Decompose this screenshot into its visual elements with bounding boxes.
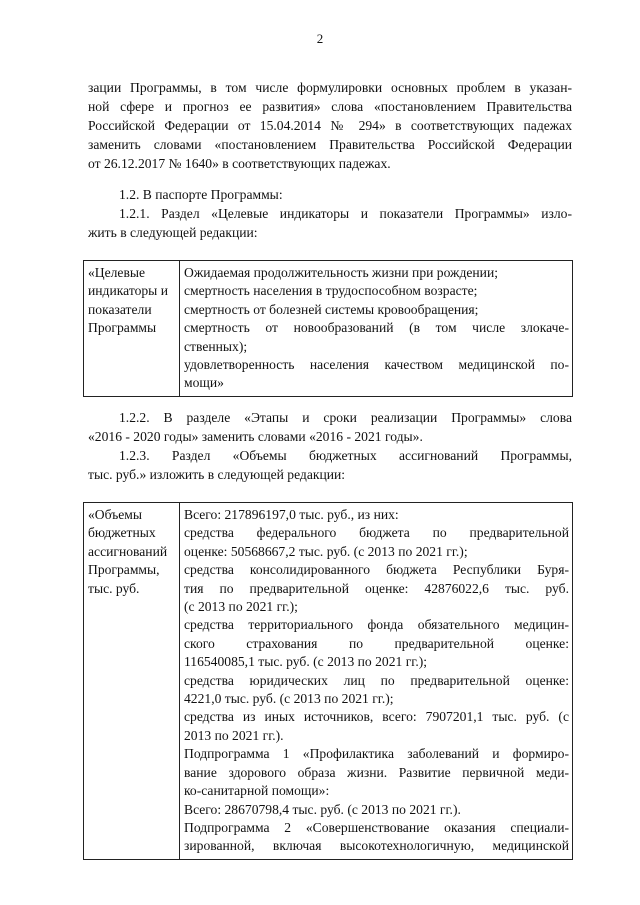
cell-text-line: Подпрограмма 1 «Профилактика заболеваний и формиро- — [184, 746, 569, 762]
table-label-cell — [84, 503, 180, 860]
cell-text-line: ского страхования по предварительной оценке: — [184, 635, 569, 651]
section-1-2-3-paragraph — [88, 446, 572, 484]
text-line: тыс. руб.» изложить в следующей редакции: — [88, 467, 346, 482]
cell-text-line: (с 2013 по 2021 гг.); — [184, 599, 298, 615]
cell-text-line: показатели — [88, 301, 152, 317]
table-content-cell — [180, 261, 573, 397]
section-1-2-2-paragraph — [88, 408, 572, 446]
cell-text-line: тия по предварительной оценке: 42876022,6 тыс. руб. — [184, 580, 569, 596]
page-number: 2 — [316, 31, 324, 46]
table-row — [84, 261, 573, 397]
table-row — [84, 503, 573, 860]
cell-text-line: оценке: 50568667,2 тыс. руб. (с 2013 по 2021 гг.); — [184, 543, 468, 559]
cell-text-line: Программы — [88, 320, 157, 336]
cell-text-line: смертность от новообразований (в том числе злокаче- — [184, 320, 569, 336]
cell-text-line: ассигнований — [88, 543, 168, 559]
target-indicators-table — [83, 260, 573, 397]
cell-text-line: средства федерального бюджета по предварительной — [184, 525, 569, 541]
cell-text-line: бюджетных — [88, 525, 156, 541]
cell-text-line: средства юридических лиц по предварительной оценке: — [184, 672, 569, 688]
text-line: от 26.12.2017 № 1640» в соответствующих падежах. — [88, 156, 391, 171]
cell-text-line: удовлетворенность населения качеством медицинской по- — [184, 357, 569, 373]
section-1-2-heading: 1.2. В паспорте Программы: — [119, 187, 283, 202]
cell-text-line: 4221,0 тыс. руб. (с 2013 по 2021 гг.); — [184, 691, 394, 707]
text-line: Российской Федерации от 15.04.2014 № 294» в соответствующих падежах — [88, 118, 572, 133]
cell-text-line: Всего: 28670798,4 тыс. руб. (с 2013 по 2021 гг.). — [184, 801, 461, 817]
cell-text-line: средства консолидированного бюджета Республики Буря- — [184, 562, 569, 578]
cell-text-line: Ожидаемая продолжительность жизни при рождении; — [184, 265, 498, 280]
text-line: 1.2.3. Раздел «Объемы бюджетных ассигнований Программы, — [119, 448, 572, 463]
cell-text-line: смертность от болезней системы кровообращения; — [184, 301, 479, 317]
cell-text-line: Подпрограмма 2 «Совершенствование оказания специали- — [184, 819, 569, 835]
cell-text-line: 116540085,1 тыс. руб. (с 2013 по 2021 гг.); — [184, 654, 428, 670]
cell-text-line: «Объемы — [88, 507, 142, 522]
text-line: «2016 - 2020 годы» заменить словами «2016 - 2021 годы». — [88, 429, 423, 444]
cell-text-line: «Целевые — [88, 265, 146, 280]
cell-text-line: 2013 по 2021 гг.). — [184, 727, 284, 743]
text-line: жить в следующей редакции: — [88, 225, 258, 240]
cell-text-line: мощи» — [184, 375, 224, 391]
text-line: 1.2.1. Раздел «Целевые индикаторы и показатели Программы» изло- — [119, 206, 572, 221]
table-content-cell — [180, 503, 573, 860]
budget-allocations-table — [83, 502, 573, 860]
text-line: заменить словами «постановлением Правительства Российской Федерации — [88, 137, 572, 152]
text-line: ной сфере и прогноз ее развития» слова «постановлением Правительства — [88, 99, 572, 114]
cell-text-line: средства территориального фонда обязательного медицин- — [184, 617, 569, 633]
cell-text-line: Всего: 217896197,0 тыс. руб., из них: — [184, 507, 399, 522]
cell-text-line: тыс. руб. — [88, 580, 140, 596]
section-1-2-1-paragraph — [88, 204, 572, 242]
text-line: зации Программы, в том числе формулировки основных проблем в указан- — [88, 80, 572, 95]
cell-text-line: Программы, — [88, 562, 160, 578]
cell-text-line: вание здорового образа жизни. Развитие первичной меди- — [184, 764, 569, 780]
cell-text-line: индикаторы и — [88, 283, 168, 299]
text-line: 1.2.2. В разделе «Этапы и сроки реализации Программы» слова — [119, 410, 572, 425]
cell-text-line: средства из иных источников, всего: 7907201,1 тыс. руб. (с — [184, 709, 569, 725]
cell-text-line: зированной, включая высокотехнологичную, медицинской — [184, 838, 569, 854]
cell-text-line: ственных); — [184, 338, 248, 354]
table-label-cell — [84, 261, 180, 397]
cell-text-line: ко-санитарной помощи»: — [184, 783, 330, 799]
intro-paragraph — [88, 78, 572, 173]
cell-text-line: смертность населения в трудоспособном возрасте; — [184, 283, 478, 299]
